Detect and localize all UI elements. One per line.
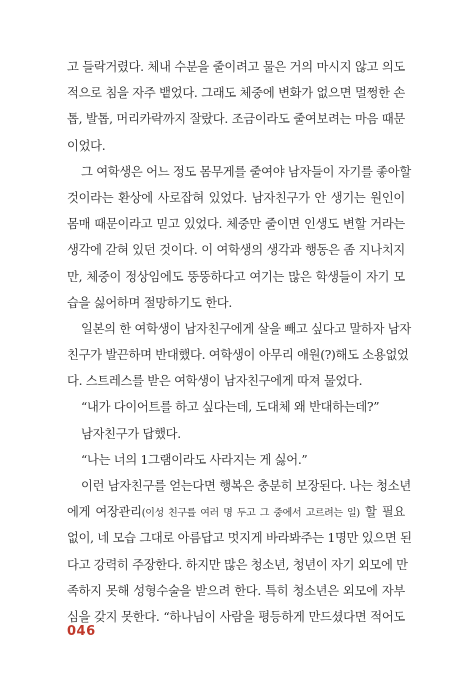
text-line: 남자친구가 답했다. [81, 426, 181, 441]
text-line: 다. 스트레스를 받은 여학생이 남자친구에게 따져 물었다. [67, 374, 363, 389]
text-line: 이런 남자친구를 얻는다면 행복은 충분히 보장된다. 나는 청소년 [81, 479, 411, 493]
text-line: 없이, 네 모습 그대로 아름답고 멋지게 바라봐주는 1명만 있으면 된 [67, 531, 412, 546]
text-line: 것이라는 환상에 사로잡혀 있었다. 남자친구가 안 생기는 원인이 [67, 190, 405, 205]
text-segment: 에게 여장관리 [67, 505, 142, 520]
text-line: 적으로 침을 자주 뱉었다. 그래도 체중에 변화가 없으면 멀쩡한 손 [67, 86, 405, 101]
text-line: 습을 싫어하며 절망하기도 한다. [67, 295, 232, 310]
text-line: 이었다. [67, 138, 106, 153]
text-line: 고 들락거렸다. 체내 수분을 줄이려고 물은 거의 마시지 않고 의도 [67, 60, 405, 74]
text-line: 톱, 발톱, 머리카락까지 잘랐다. 조금이라도 줄여보려는 마음 때문 [67, 112, 405, 127]
text-line: 다고 강력히 주장한다. 하지만 많은 청소년, 청년이 자기 외모에 만 [67, 557, 408, 572]
text-line: 만, 체중이 정상임에도 뚱뚱하다고 여기는 많은 학생들이 자기 모 [67, 269, 405, 284]
quote-line: “나는 너의 1그램이라도 사라지는 게 싫어.” [81, 452, 308, 467]
text-line-with-note [67, 499, 405, 525]
page-number: 046 [67, 624, 96, 639]
text-line: 생각에 갇혀 있던 것이다. 이 여학생의 생각과 행동은 좀 지나치지 [67, 243, 405, 258]
text-line: 심을 갖지 못한다. “하나님이 사람을 평등하게 만드셨다면 적어도 [67, 609, 405, 624]
text-segment: 할 필요 [359, 505, 405, 520]
text-line: 몸매 때문이라고 믿고 있었다. 체중만 줄이면 인생도 변할 거라는 [67, 217, 405, 232]
text-line: 그 여학생은 어느 정도 몸무게를 줄여야 남자들이 자기를 좋아할 [81, 164, 411, 179]
inline-note: (이성 친구를 여러 명 두고 그 중에서 고르려는 일) [141, 508, 360, 520]
text-line: 일본의 한 여학생이 남자친구에게 살을 빼고 싶다고 말하자 남자 [81, 321, 411, 336]
text-line: 족하지 못해 성형수술을 받으려 한다. 특히 청소년은 외모에 자부 [67, 583, 405, 598]
text-line: 친구가 발끈하며 반대했다. 여학생이 아무리 애원(?)해도 소용없었 [67, 348, 409, 363]
quote-line: “내가 다이어트를 하고 싶다는데, 도대체 왜 반대하는데?” [81, 400, 380, 415]
body-text [67, 54, 412, 630]
